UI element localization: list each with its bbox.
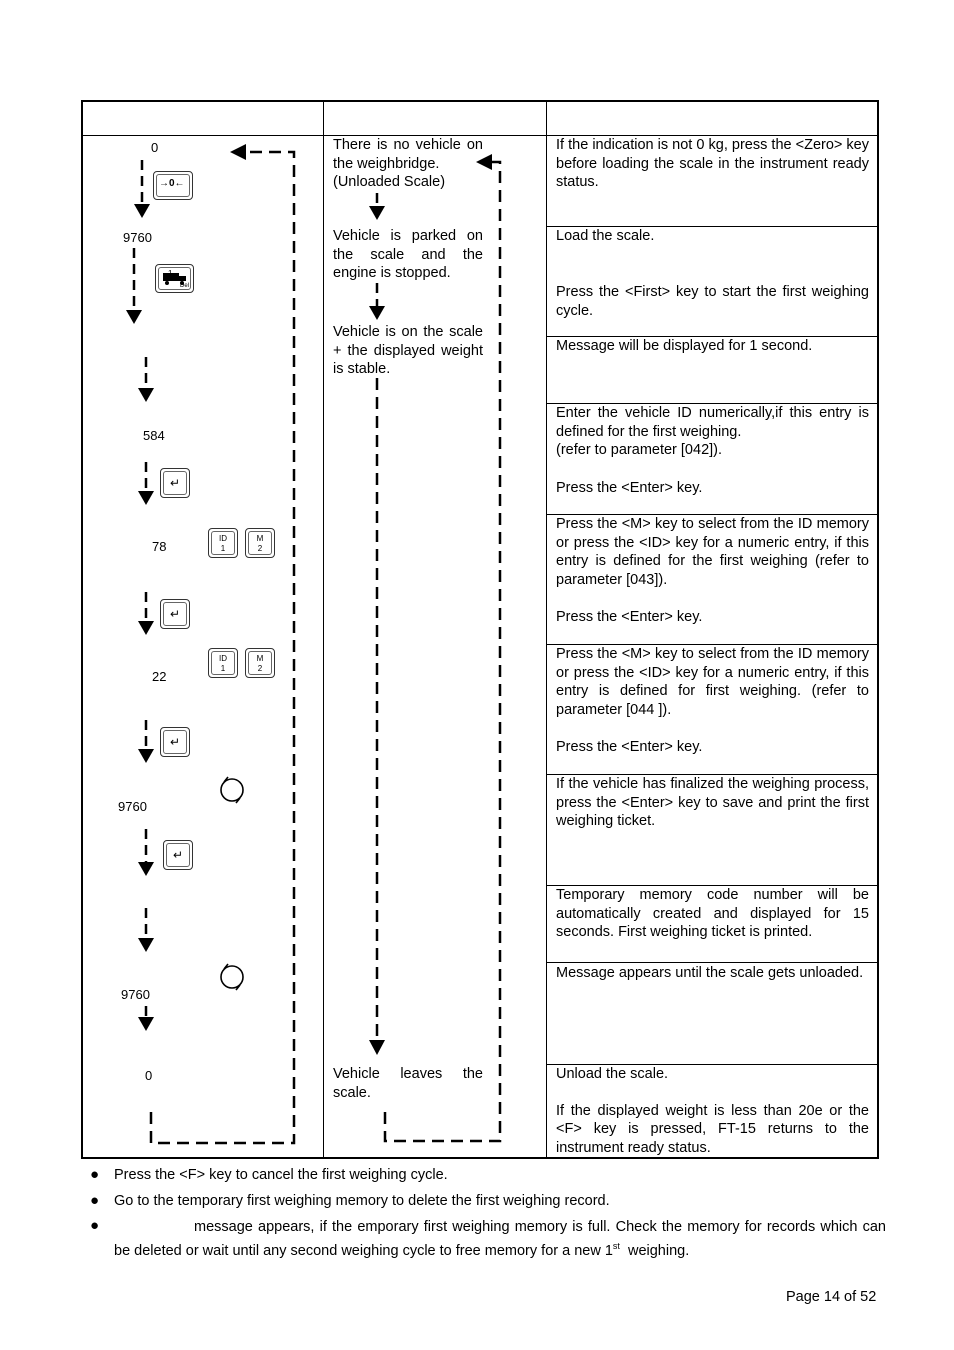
- display-value: 78: [152, 539, 167, 554]
- explanation-text: Press the <First> key to start the first weighing cycle.: [556, 284, 869, 319]
- explanation-text: If the indication is not 0 kg, press the <Zero> key before loading the scale in the instrument ready status.: [556, 137, 869, 190]
- explanation-text: Press the <M> key to select from the ID memory or press the <ID> key for a numeric entry, if this entry is defined for the first weighing (refer to parameter [043]). Press the <Enter> key.: [556, 516, 869, 625]
- id-key-icon: ID 1: [208, 648, 238, 678]
- bullet-icon: ●: [90, 1166, 100, 1183]
- id-key-icon: ID 1: [208, 528, 238, 558]
- display-value: 0: [145, 1068, 153, 1083]
- bullet-text: Go to the temporary first weighing memory to delete the first weighing record.: [114, 1193, 610, 1209]
- explanation-text: Message will be displayed for 1 second.: [556, 338, 813, 354]
- process-text: Vehicle is parked on the scale and the engine is stopped.: [333, 228, 483, 281]
- display-value: 9760: [121, 987, 150, 1002]
- explanation-text: Enter the vehicle ID numerically,if this entry is defined for the first weighing. (refer to parameter [042]). Press the <Enter> key.: [556, 405, 869, 496]
- explanation-text: If the vehicle has finalized the weighing process, press the <Enter> key to save and print the first weighing ticket.: [556, 776, 869, 829]
- enter-key-icon: ↵: [160, 599, 190, 629]
- display-value: 584: [143, 428, 165, 443]
- enter-key-icon: ↵: [163, 840, 193, 870]
- refresh-icon: [221, 964, 243, 990]
- explanation-text: Temporary memory code number will be automatically created and displayed for 15 seconds. First weighing ticket is printed.: [556, 887, 869, 940]
- process-text: Vehicle is on the scale + the displayed weight is stable.: [333, 324, 483, 377]
- display-value: 9760: [123, 230, 152, 245]
- explanation-text: Press the <M> key to select from the ID memory or press the <ID> key for a numeric entry, if this entry is defined for first weighing. (refer to parameter [044 ]). Press the <Enter> key.: [556, 646, 869, 755]
- explanation-text: Load the scale.: [556, 228, 655, 244]
- bullet-text: message appears, if the emporary first weighing memory is full. Check the memory for records which can be deleted or wait until any second weighing cycle to free memory for a new 1st weighing.: [114, 1219, 886, 1259]
- enter-key-icon: ↵: [160, 727, 190, 757]
- display-value: 0: [151, 140, 159, 155]
- m-key-icon: M 2: [245, 648, 275, 678]
- refresh-icon: [221, 777, 243, 803]
- bullet-icon: ●: [90, 1217, 100, 1234]
- zero-key-icon: →0←: [153, 171, 193, 200]
- explanation-text: Message appears until the scale gets unloaded.: [556, 965, 864, 981]
- display-value: 22: [152, 669, 167, 684]
- enter-key-icon: ↵: [160, 468, 190, 498]
- process-text: Vehicle leaves the scale.: [333, 1066, 483, 1101]
- bullet-text: Press the <F> key to cancel the first weighing cycle.: [114, 1167, 448, 1183]
- first-key-icon: Del: [155, 264, 194, 293]
- explanation-text: Unload the scale. If the displayed weight is less than 20e or the <F> key is pressed, FT-15 returns to the instrument ready status.: [556, 1066, 869, 1156]
- display-value: 9760: [118, 799, 147, 814]
- process-text: There is no vehicle on the weighbridge. (Unloaded Scale): [333, 137, 483, 190]
- m-key-icon: M 2: [245, 528, 275, 558]
- page-number: Page 14 of 52: [786, 1289, 877, 1305]
- bullet-icon: ●: [90, 1192, 100, 1209]
